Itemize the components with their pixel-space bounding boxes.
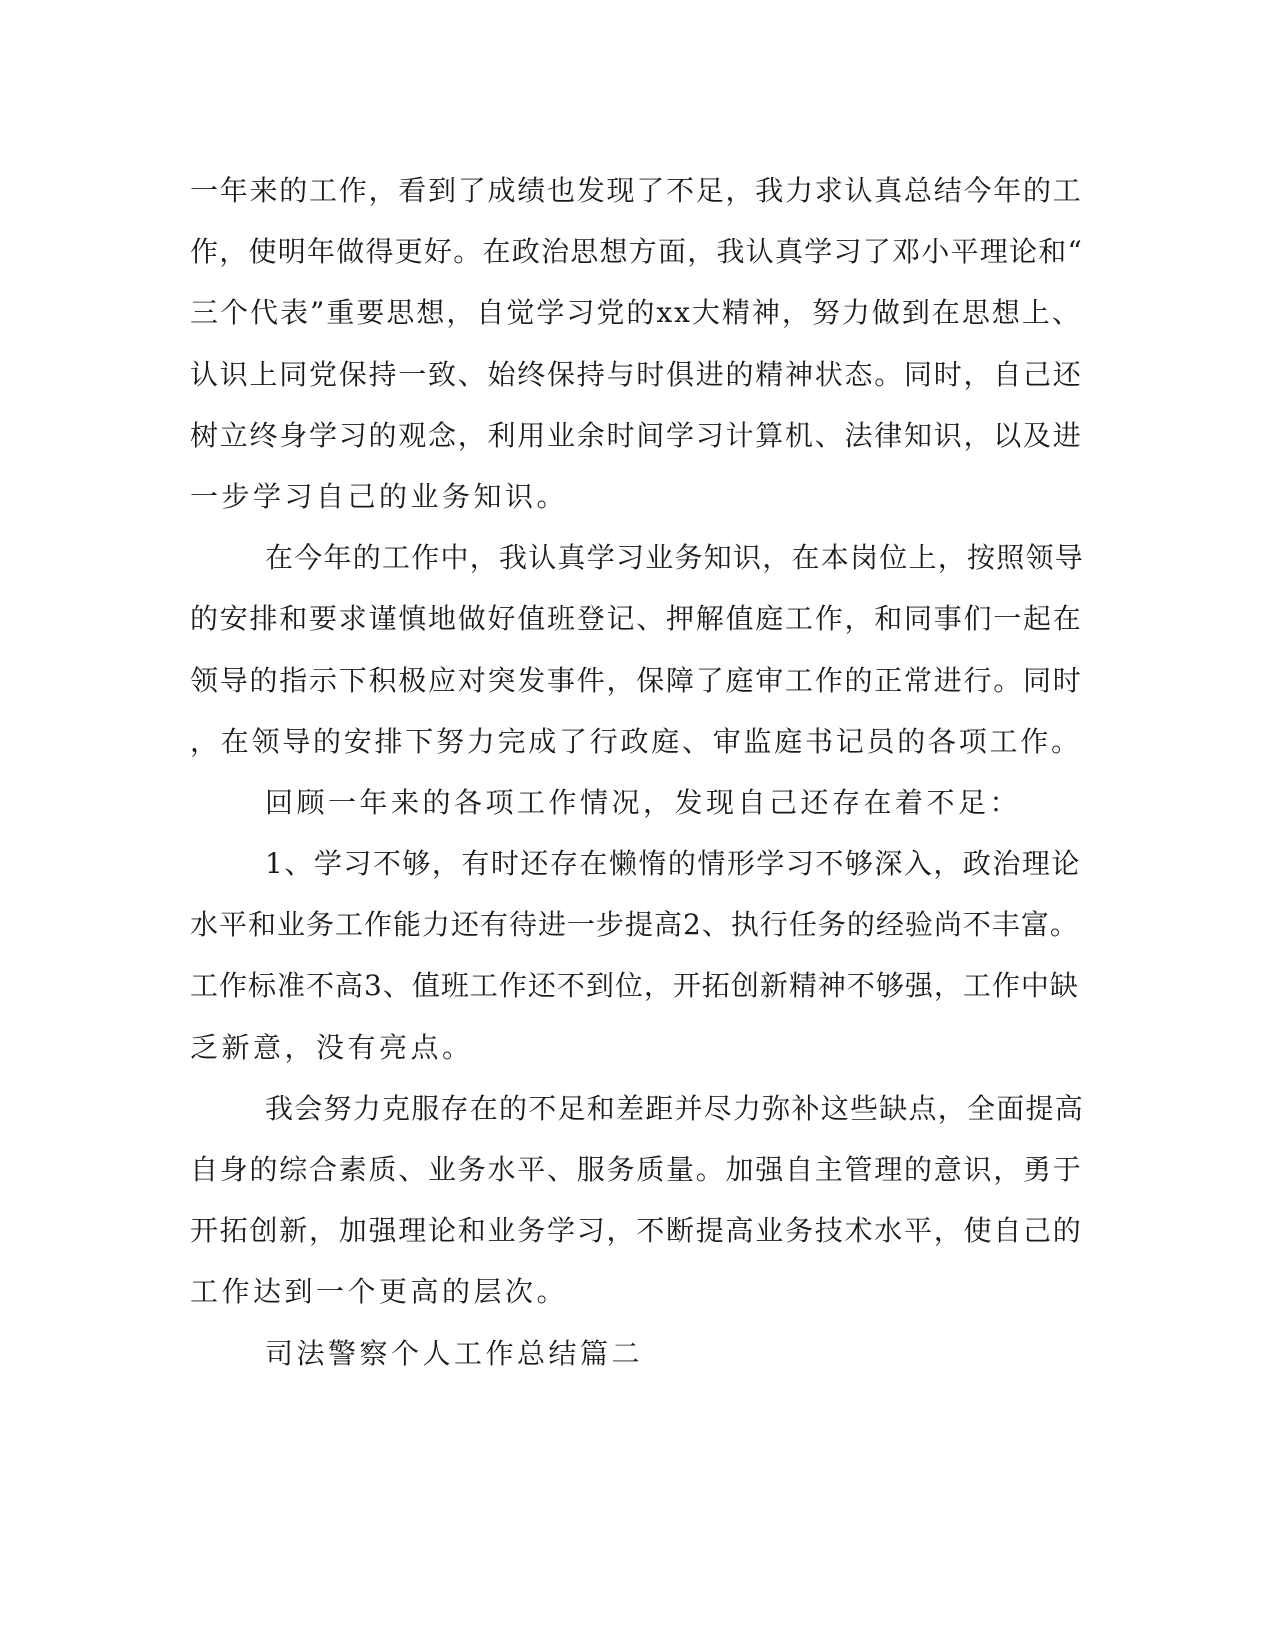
text-line: 一步学习自己的业务知识。 — [190, 479, 569, 513]
text-line: 乏新意，没有亮点。 — [190, 1030, 474, 1064]
text-line: ，在领导的安排下努力完成了行政庭、审监庭书记员的各项工作。 — [190, 724, 1082, 758]
document-body — [190, 160, 1085, 1384]
list-item-line: 1、学习不够，有时还存在懒惰的情形学习不够深入，政治理论 — [265, 847, 1081, 881]
paragraph-first-line: 在今年的工作中，我认真学习业务知识，在本岗位上，按照领导 — [265, 541, 1085, 575]
paragraph-first-line: 我会努力克服存在的不足和差距并尽力弥补这些缺点，全面提高 — [265, 1091, 1085, 1125]
text-line: 作，使明年做得更好。在政治思想方面，我认真学习了邓小平理论和“ — [190, 235, 1084, 269]
text-line: 水平和业务工作能力还有待进一步提高2、执行任务的经验尚不丰富。 — [190, 908, 1079, 942]
text-line: 的安排和要求谨慎地做好值班登记、押解值庭工作，和同事们一起在 — [190, 602, 1083, 636]
text-line: 认识上同党保持一致、始终保持与时俱进的精神状态。同时，自己还 — [190, 357, 1083, 391]
text-line: 工作标准不高3、值班工作还不到位，开拓创新精神不够强，工作中缺 — [190, 969, 1079, 1003]
text-line: 领导的指示下积极应对突发事件，保障了庭审工作的正常进行。同时 — [190, 663, 1083, 697]
text-line: 一年来的工作，看到了成绩也发现了不足，我力求认真总结今年的工 — [190, 174, 1083, 207]
section-heading: 司法警察个人工作总结篇二 — [265, 1336, 644, 1370]
text-line: 自身的综合素质、业务水平、服务质量。加强自主管理的意识，勇于 — [190, 1153, 1083, 1186]
text-line: 工作达到一个更高的层次。 — [190, 1275, 569, 1309]
text-line: 开拓创新，加强理论和业务学习，不断提高业务技术水平，使自己的 — [190, 1214, 1083, 1248]
paragraph-first-line: 回顾一年来的各项工作情况，发现自己还存在着不足： — [265, 785, 1022, 819]
text-line: 树立终身学习的观念，利用业余时间学习计算机、法律知识，以及进 — [190, 418, 1083, 452]
text-line: 三个代表”重要思想，自觉学习党的xx大精神，努力做到在思想上、 — [190, 296, 1082, 330]
